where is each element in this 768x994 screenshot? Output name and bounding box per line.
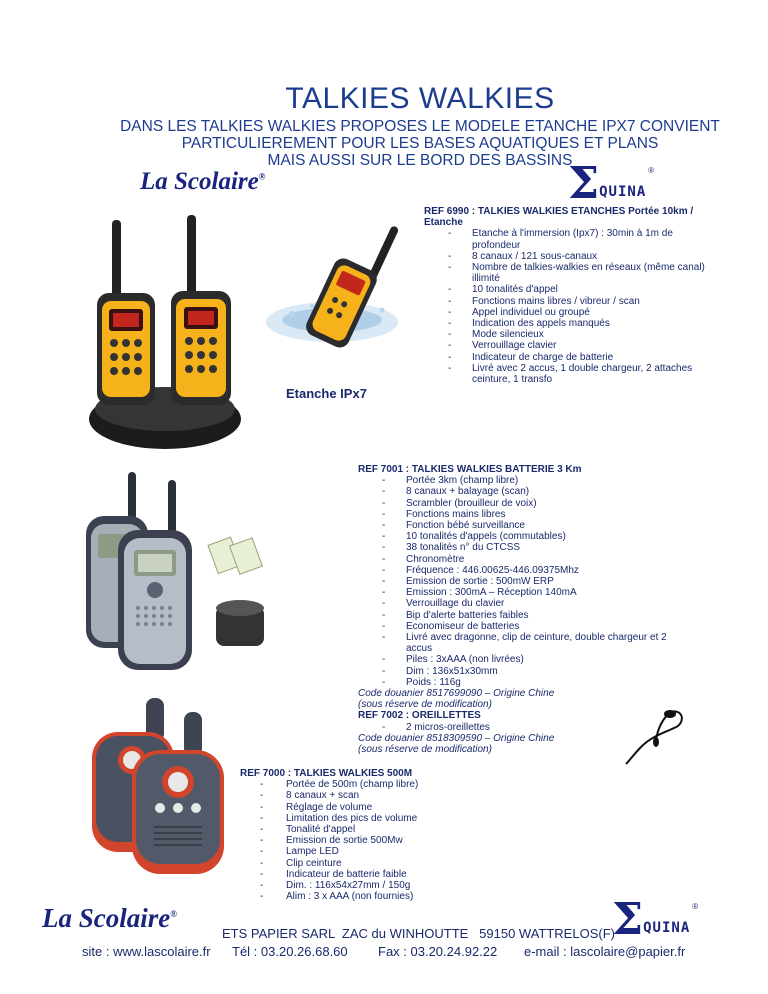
feature-item: - Bip d'alerte batteries faibles [382,609,529,621]
product-7001-accessories-image [206,528,276,658]
equina-word: QUINA [643,920,691,936]
footer-tel: Tél : 03.20.26.68.60 [232,944,348,959]
feature-item: - Fonctions mains libres / vibreur / scan [448,295,640,307]
feature-item: - Appel individuel ou groupé [448,306,590,318]
feature-text: Portée de 500m (champ libre) [286,779,419,791]
feature-text: Scrambler (brouilleur de voix) [406,497,537,509]
feature-item: - Indicateur de charge de batterie [448,351,614,363]
page-title: TALKIES WALKIES [285,82,555,115]
equina-sigma: Σ [612,894,644,945]
feature-text: Dim : 136x51x30mm [406,665,498,677]
footer-site: site : www.lascolaire.fr [82,944,211,959]
product-7000-ref: REF 7000 : TALKIES WALKIES 500M [240,768,413,779]
feature-item: - Indication des appels manqués [448,318,610,330]
feature-text: Fonctions mains libres [406,508,506,520]
feature-text: Indicateur de batterie faible [286,868,407,880]
feature-item: - Nombre de talkies-walkies en réseaux (même canal) illimité [448,262,705,285]
feature-text: Economiseur de batteries [406,620,520,632]
feature-item: - Portée de 500m (champ libre) [260,779,419,791]
feature-item: - Portée 3km (champ libre) [382,475,519,487]
product-7001-ref: REF 7001 : TALKIES WALKIES BATTERIE 3 Km [358,464,582,475]
feature-text: Emission : 300mA – Réception 140mA [406,587,577,599]
feature-text: Indicateur de charge de batterie [472,351,614,363]
feature-item: - Indicateur de batterie faible [260,868,407,880]
feature-text: Limitation des pics de volume [286,812,418,824]
equina-sigma: Σ [568,158,600,209]
feature-text: Piles : 3xAAA (non livrées) [406,654,524,666]
footer-equina-logo [612,894,699,945]
feature-item: - Economiseur de batteries [382,620,520,632]
feature-text: Verrouillage du clavier [406,598,505,610]
feature-item: - Fréquence : 446.00625-446.09375Mhz [382,564,579,576]
feature-item: - 10 tonalités d'appels (commutables) [382,531,566,543]
product-6990-caption: Etanche IPx7 [286,386,367,401]
feature-item: - Emission : 300mA – Réception 140mA [382,587,577,599]
product-7001-image [80,468,200,678]
feature-item: - Mode silencieux [448,329,544,341]
feature-item: - 8 canaux / 121 sous-canaux [448,250,598,262]
feature-item: - Etanche à l'immersion (Ipx7) : 30min à 1m de profondeur [448,228,673,251]
registered-mark: ® [648,166,655,175]
feature-text: Tonalité d'appel [286,824,356,836]
subtitle-line: MAIS AUSSI SUR LE BORD DES BASSINS [267,152,573,169]
feature-item: - Dim : 136x51x30mm [382,665,498,677]
feature-text: Appel individuel ou groupé [472,306,590,318]
la-scolaire-logo-text: La Scolaire [42,903,171,933]
feature-item: - Dim. : 116x54x27mm / 150g [260,880,411,892]
feature-item: - Fonction bébé surveillance [382,520,525,532]
feature-item: - Poids : 116g [382,676,461,688]
feature-item: - Tonalité d'appel [260,824,356,836]
product-7000-spec [240,768,490,902]
feature-item: - Livré avec 2 accus, 1 double chargeur, 2 attaches ceinture, 1 transfo [448,362,693,386]
product-7002-customs-code: Code douanier 8518309590 – Origine Chine [358,732,555,744]
feature-text: Etanche à l'immersion (Ipx7) : 30min à 1m de profondeur [472,228,673,251]
feature-item: - 8 canaux + scan [260,790,360,802]
feature-item: - Clip ceinture [260,857,342,869]
product-7001-customs-note: (sous réserve de modification) [358,699,492,711]
feature-text: Nombre de talkies-walkies en réseaux (même canal) illimité [472,262,705,285]
feature-item: - 38 tonalités n° du CTCSS [382,542,521,554]
feature-item: - Alim : 3 x AAA (non fournies) [260,891,414,903]
feature-text: Verrouillage clavier [472,340,557,352]
feature-item: - Scrambler (brouilleur de voix) [382,497,537,509]
footer-la-scolaire-logo [42,903,177,934]
feature-item: - Piles : 3xAAA (non livrées) [382,654,524,666]
feature-item: - Livré avec dragonne, clip de ceinture, double chargeur et 2 accus [382,632,667,655]
feature-text: Alim : 3 x AAA (non fournies) [286,891,414,903]
feature-text: Livré avec dragonne, clip de ceinture, double chargeur et 2 accus [406,632,667,655]
feature-text: 10 tonalités d'appels (commutables) [406,531,566,543]
feature-item: - Emission de sortie 500Mw [260,835,403,847]
feature-text: Dim. : 116x54x27mm / 150g [286,880,411,892]
feature-text: Fréquence : 446.00625-446.09375Mhz [406,564,579,576]
subtitle-line: PARTICULIEREMENT POUR LES BASES AQUATIQUES ET PLANS [181,135,659,152]
registered-mark: ® [258,171,266,182]
feature-text: Indication des appels manqués [472,318,610,330]
feature-item: - Réglage de volume [260,801,373,813]
feature-text: Clip ceinture [286,857,342,869]
footer-fax: Fax : 03.20.24.92.22 [378,944,498,959]
feature-text: Chronomètre [406,553,465,565]
feature-text: 8 canaux + scan [286,790,360,802]
feature-text: Fonction bébé surveillance [406,520,525,532]
la-scolaire-logo [140,168,265,196]
product-6990-splash-image [262,210,412,360]
feature-item: - Verrouillage du clavier [382,598,505,610]
feature-text: Mode silencieux [472,329,544,341]
feature-item: - 10 tonalités d'appel [448,284,558,296]
feature-text: Emission de sortie 500Mw [286,835,403,847]
la-scolaire-logo-text: La Scolaire [140,168,259,195]
feature-item: - Lampe LED [260,846,339,858]
equina-word: QUINA [599,184,647,200]
product-7002-ref: REF 7002 : OREILLETTES [358,710,481,722]
product-6990-ref: REF 6990 : TALKIES WALKIES ETANCHES Portée 10km / Etanche [424,206,694,229]
feature-item: - 2 micros-oreillettes [382,721,490,733]
feature-text: Emission de sortie : 500mW ERP [406,576,554,588]
feature-item: - Limitation des pics de volume [260,812,418,824]
feature-item: - Verrouillage clavier [448,340,557,352]
product-7000-features [260,779,490,902]
feature-text: Poids : 116g [406,676,461,688]
product-6990-image [85,205,245,455]
feature-text: Livré avec 2 accus, 1 double chargeur, 2 attaches ceinture, 1 transfo [472,362,693,386]
feature-text: Réglage de volume [286,801,373,813]
feature-text: Fonctions mains libres / vibreur / scan [472,295,640,307]
subtitle-line: DANS LES TALKIES WALKIES PROPOSES LE MODELE ETANCHE IPX7 CONVIENT [120,118,720,135]
product-7001-customs-code: Code douanier 8517699090 – Origine Chine [358,688,555,700]
product-7002-earpiece-image [612,706,692,768]
equina-logo [568,158,655,209]
feature-text: 8 canaux / 121 sous-canaux [472,250,598,262]
product-7000-image [88,696,228,876]
product-6990-spec [424,206,714,385]
feature-text: Lampe LED [286,846,339,858]
product-7001-features [382,475,688,688]
feature-text: 8 canaux + balayage (scan) [406,486,530,498]
product-7002-customs-note: (sous réserve de modification) [358,744,492,756]
footer-email: e-mail : lascolaire@papier.fr [524,944,686,959]
feature-text: Bip d'alerte batteries faibles [406,609,529,621]
footer-company: ETS PAPIER SARL ZAC du WINHOUTTE 59150 WATTRELOS(F) [222,926,615,941]
feature-text: 2 micros-oreillettes [406,721,490,733]
feature-text: 38 tonalités n° du CTCSS [406,542,521,554]
product-6990-features [448,228,714,385]
feature-item: - Chronomètre [382,553,465,565]
page-subtitle [60,118,768,169]
feature-text: Portée 3km (champ libre) [406,475,519,487]
feature-text: 10 tonalités d'appel [472,284,558,296]
feature-item: - 8 canaux + balayage (scan) [382,486,530,498]
registered-mark: ® [692,902,699,911]
feature-item: - Fonctions mains libres [382,508,506,520]
feature-item: - Emission de sortie : 500mW ERP [382,576,554,588]
registered-mark: ® [170,909,177,919]
